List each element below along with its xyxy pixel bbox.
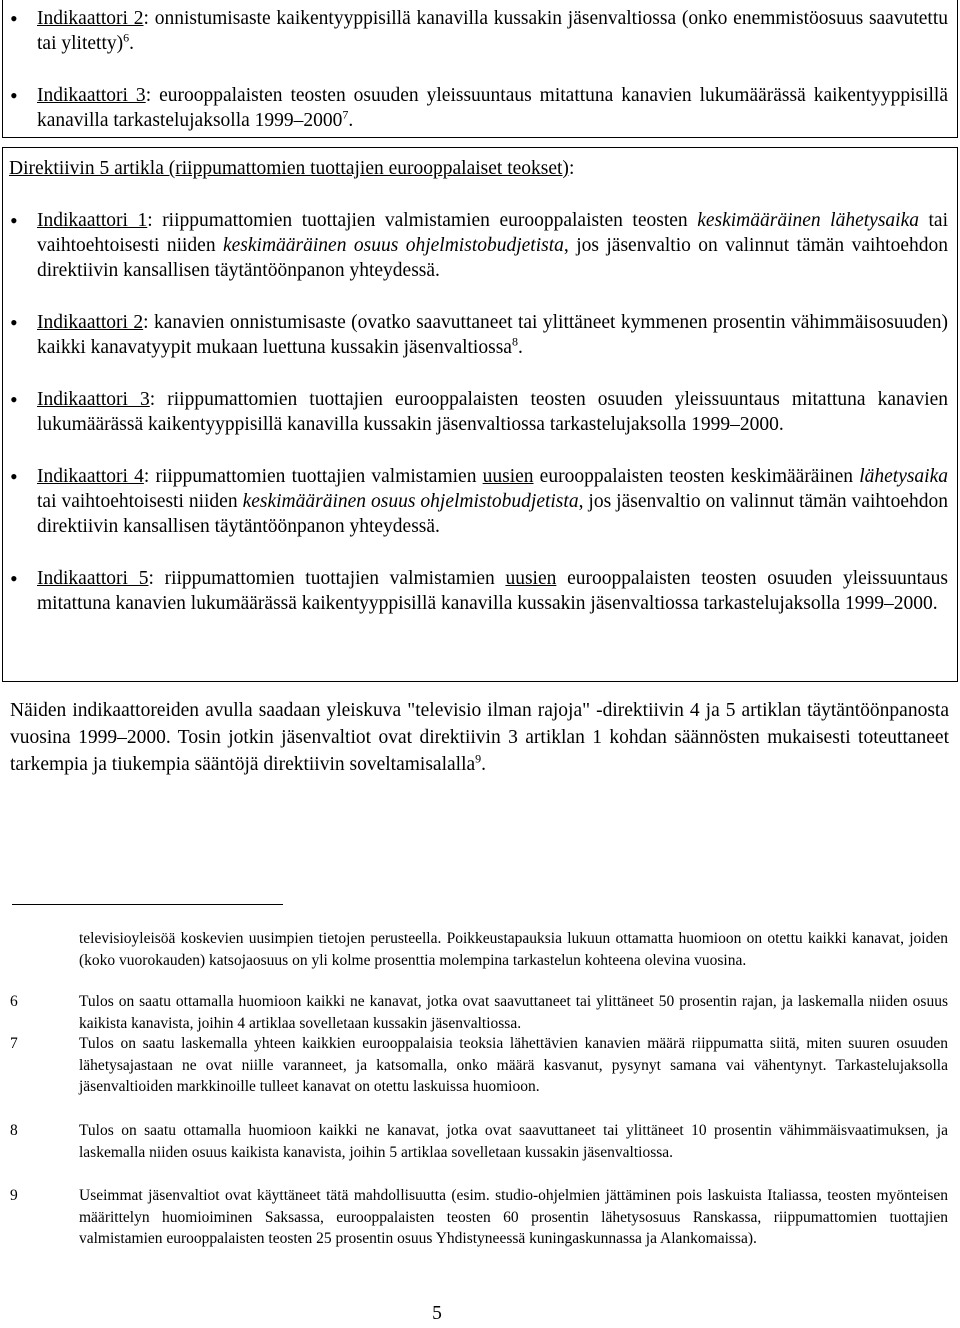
indicator-label: Indikaattori 2 bbox=[37, 8, 144, 29]
footnote-ref[interactable]: 7 bbox=[342, 107, 349, 122]
footnote: 9 Useimmat jäsenvaltiot ovat käyttäneet tätä mahdollisuutta (esim. studio-ohjelmien jättäminen pois laskuista Italiassa, teosten myönteisen määrittelyn huomioiminen Saksassa, eurooppalaisten teosten 60 prosentin lähetysosuus Ranskassa, riippumattomien tuottajien valmistamien eurooppalaisten teosten 25 prosentin osuus Yhdistyneessä kuningaskunnassa ja Alankomaissa). bbox=[10, 1187, 948, 1247]
article-5-indicator-list bbox=[0, 208, 960, 616]
footnote-number: 7 bbox=[10, 1035, 18, 1052]
list-item: • Indikaattori 3: riippumattomien tuottajien eurooppalaisten teosten osuuden yleissuuntaus mitattuna kanavien lukumäärässä kaikentyyppisillä kanavilla kussakin jäsenvaltiossa tarkastelujaksolla 1999–2000. bbox=[0, 387, 960, 437]
list-item: • Indikaattori 3: eurooppalaisten teosten osuuden yleissuuntaus mitattuna kanavien lukumäärässä kaikentyyppisillä kanavilla tarkastelujaksolla 1999–2000$^7$. bbox=[0, 83, 960, 133]
list-item: • Indikaattori 2: onnistumisaste kaikentyyppisillä kanavilla kussakin jäsenvaltiossa (onko enemmistöosuus saavutettu tai ylitetty)$^6$. bbox=[0, 6, 960, 56]
list-item: • Indikaattori 2: kanavien onnistumisaste (ovatko saavuttaneet tai ylittäneet kymmenen prosentin vähimmäisosuuden) kaikki kanavatyypit mukaan luettuna kussakin jäsenvaltiossa$^8$. bbox=[0, 310, 960, 360]
section-heading: Direktiivin 5 artikla (riippumattomien tuottajien eurooppalaiset teokset): bbox=[9, 158, 575, 179]
indicator-label: Indikaattori 4 bbox=[37, 466, 144, 487]
list-item: • Indikaattori 4: riippumattomien tuottajien valmistamien uusien eurooppalaisten teosten keskimääräinen lähetysaika tai vaihtoehtoisesti niiden keskimääräinen osuus ohjelmistobudjetista, jos jäsenvaltio on valinnut tämän vaihtoehdon direktiivin kansallisen täytäntöönpanon yhteydessä. bbox=[0, 464, 960, 539]
indicator-label: Indikaattori 1 bbox=[37, 210, 148, 231]
list-item: • Indikaattori 5: riippumattomien tuottajien valmistamien uusien eurooppalaisten teosten osuuden yleissuuntaus mitattuna kanavien lukumäärässä kaikentyyppisillä kanavilla kussakin jäsenvaltiossa tarkastelujaksolla 1999–2000. bbox=[0, 566, 960, 616]
footnote-ref[interactable]: 9 bbox=[475, 751, 482, 766]
indicator-label: Indikaattori 3 bbox=[37, 389, 150, 410]
footnote: 7 Tulos on saatu laskemalla yhteen kaikkien eurooppalaisia teoksia lähettävien kanavien määrä riippumatta siitä, miten suuren osuuden lähetysajastaan ne ovat niille varanneet, ja katsomalla, onko määrä kasvanut, pysynyt samana vai vähentynyt. Tarkastelujaksolla jäsenvaltioiden markkinoille tulleet kanavat on otettu laskuissa huomioon. bbox=[10, 1035, 948, 1095]
footnote-ref[interactable]: 6 bbox=[123, 30, 130, 45]
indicator-label: Indikaattori 3 bbox=[37, 85, 146, 106]
footnote-ref[interactable]: 8 bbox=[511, 334, 518, 349]
footnote: televisioyleisöä koskevien uusimpien tietojen perusteella. Poikkeustapauksia lukuun ottamatta huomioon on otettu kaikki kanavat, joiden (koko vuorokauden) katsojaosuus on yli kolme prosenttia molempina tarkastelun kohteena olevina vuosina. bbox=[79, 930, 948, 969]
top-indicator-list bbox=[0, 6, 960, 133]
footnote-divider bbox=[12, 904, 283, 905]
footnote-number: 9 bbox=[10, 1187, 18, 1204]
footnote: 6 Tulos on saatu ottamalla huomioon kaikki ne kanavat, jotka ovat saavuttaneet tai ylittäneet 50 prosentin rajan, ja laskemalla niiden osuus kaikista kanavista, joihin 4 artiklaa sovelletaan kussakin jäsenvaltiossa. bbox=[10, 993, 948, 1032]
summary-paragraph: Näiden indikaattoreiden avulla saadaan yleiskuva "televisio ilman rajoja" -direktiivin 4 ja 5 artiklan täytäntöönpanosta vuosina 1999–2000. Tosin jotkin jäsenvaltiot ovat direktiivin 3 artiklan 1 kohdan säännösten mukaisesti toteuttaneet tarkempia ja tiukempia sääntöjä direktiivin soveltamisalalla$^9$. bbox=[10, 700, 949, 775]
footnote-number: 6 bbox=[10, 993, 18, 1010]
indicator-label: Indikaattori 2 bbox=[37, 312, 144, 333]
page-number: 5 bbox=[432, 1303, 442, 1324]
footnote: 8 Tulos on saatu ottamalla huomioon kaikki ne kanavat, jotka ovat saavuttaneet tai ylittäneet 10 prosentin vähimmäisvaatimuksen, ja laskemalla niiden osuus kaikista kanavista, joihin 5 artiklaa sovelletaan kussakin jäsenvaltiossa. bbox=[10, 1122, 948, 1161]
list-item: • Indikaattori 1: riippumattomien tuottajien valmistamien eurooppalaisten teosten keskimääräinen lähetysaika tai vaihtoehtoisesti niiden keskimääräinen osuus ohjelmistobudjetista, jos jäsenvaltio on valinnut tämän vaihtoehdon direktiivin kansallisen täytäntöönpanon yhteydessä. bbox=[0, 208, 960, 283]
indicator-label: Indikaattori 5 bbox=[37, 568, 149, 589]
footnote-number: 8 bbox=[10, 1122, 18, 1139]
